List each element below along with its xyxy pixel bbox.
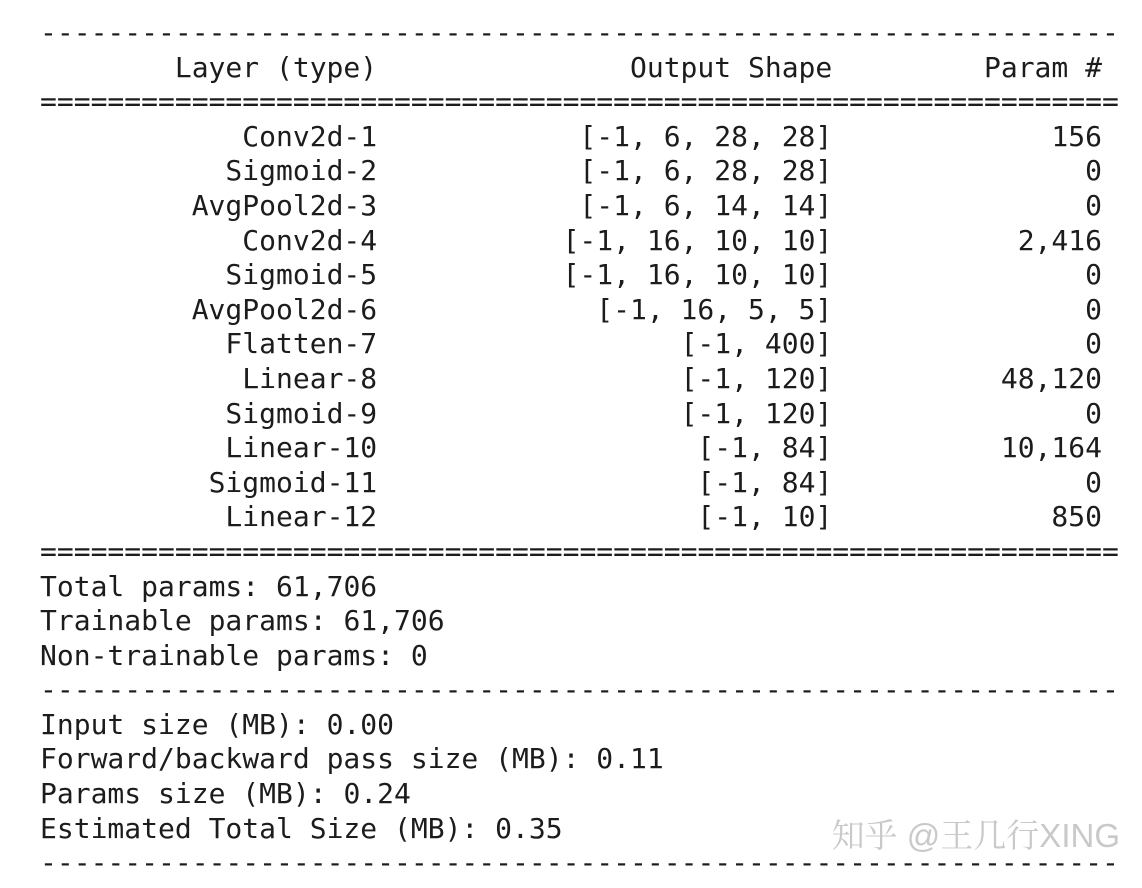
table-row [40, 120, 1119, 155]
params-size-value: 0.24 [343, 777, 411, 811]
cell-output-shape: [-1, 120] [680, 396, 833, 430]
input-size-value: 0.00 [326, 707, 395, 741]
trainable-params-value: 61,706 [343, 604, 445, 638]
forward-backward-size-label: Forward/backward pass size (MB): [40, 742, 597, 776]
cell-param-count: 0 [1085, 292, 1102, 326]
cell-layer-name: AvgPool2d-3 [191, 188, 378, 222]
table-row [40, 258, 1119, 293]
cell-layer-name: Sigmoid-9 [225, 396, 378, 430]
table-row [40, 189, 1119, 224]
separator-dash-middle: ---------------------------------------------------------------- [40, 673, 1119, 707]
cell-layer-name: Sigmoid-11 [208, 465, 378, 499]
cell-layer-name: Conv2d-4 [242, 223, 378, 257]
cell-output-shape: [-1, 6, 28, 28] [579, 119, 833, 153]
cell-param-count: 0 [1085, 188, 1102, 222]
table-row [40, 293, 1119, 328]
cell-param-count: 2,416 [1017, 223, 1102, 257]
header-output-shape: Output Shape [629, 50, 833, 84]
cell-layer-name: Sigmoid-2 [225, 154, 378, 188]
separator-eq-header: ================================================================ [40, 85, 1119, 119]
estimated-total-size-value: 0.35 [495, 811, 563, 845]
cell-output-shape: [-1, 10] [697, 500, 833, 534]
input-size-line [40, 708, 1119, 743]
non-trainable-params-label: Non-trainable params: [40, 638, 411, 672]
separator-dash-bottom: ---------------------------------------------------------------- [40, 846, 1119, 880]
cell-param-count: 48,120 [1000, 361, 1102, 395]
table-row [40, 327, 1119, 362]
non-trainable-params-line [40, 639, 1119, 674]
separator-dash-top: ---------------------------------------------------------------- [40, 16, 1119, 49]
forward-backward-size-line [40, 742, 1119, 777]
cell-output-shape: [-1, 6, 28, 28] [579, 154, 833, 188]
cell-param-count: 0 [1085, 396, 1102, 430]
trainable-params-line [40, 604, 1119, 639]
non-trainable-params-value: 0 [410, 638, 428, 672]
header-layer-type: Layer (type) [174, 50, 378, 84]
table-row [40, 154, 1119, 189]
table-header [40, 51, 1119, 86]
cell-layer-name: AvgPool2d-6 [191, 292, 378, 326]
estimated-total-size-label: Estimated Total Size (MB): [40, 811, 496, 845]
total-params-value: 61,706 [276, 569, 378, 603]
cell-output-shape: [-1, 6, 14, 14] [579, 188, 833, 222]
table-row [40, 500, 1119, 535]
cell-param-count: 10,164 [1000, 431, 1102, 465]
forward-backward-size-value: 0.11 [596, 742, 664, 776]
cell-param-count: 156 [1051, 119, 1102, 153]
input-size-label: Input size (MB): [40, 707, 327, 741]
cell-layer-name: Linear-8 [242, 361, 378, 395]
trainable-params-label: Trainable params: [40, 604, 344, 638]
cell-output-shape: [-1, 400] [680, 327, 833, 361]
params-size-line [40, 777, 1119, 812]
cell-param-count: 0 [1085, 465, 1102, 499]
table-row [40, 431, 1119, 466]
total-params-line [40, 570, 1119, 605]
cell-param-count: 850 [1051, 500, 1102, 534]
table-row [40, 224, 1119, 259]
table-row [40, 466, 1119, 501]
cell-layer-name: Sigmoid-5 [225, 258, 378, 292]
total-params-label: Total params: [40, 569, 277, 603]
cell-output-shape: [-1, 84] [697, 465, 833, 499]
cell-layer-name: Conv2d-1 [242, 119, 378, 153]
table-row [40, 397, 1119, 432]
cell-output-shape: [-1, 16, 10, 10] [562, 258, 833, 292]
cell-layer-name: Linear-12 [225, 500, 378, 534]
separator-eq-footer: ================================================================ [40, 534, 1119, 568]
cell-output-shape: [-1, 16, 5, 5] [596, 292, 833, 326]
params-size-label: Params size (MB): [40, 777, 344, 811]
cell-output-shape: [-1, 84] [697, 431, 833, 465]
cell-param-count: 0 [1085, 258, 1102, 292]
zhihu-watermark: 知乎 @王几行XING [831, 817, 1120, 854]
cell-param-count: 0 [1085, 154, 1102, 188]
header-param-count: Param # [983, 50, 1102, 84]
table-row [40, 362, 1119, 397]
cell-output-shape: [-1, 120] [680, 361, 833, 395]
cell-layer-name: Linear-10 [225, 431, 378, 465]
cell-output-shape: [-1, 16, 10, 10] [562, 223, 833, 257]
cell-layer-name: Flatten-7 [225, 327, 378, 361]
cell-param-count: 0 [1085, 327, 1102, 361]
